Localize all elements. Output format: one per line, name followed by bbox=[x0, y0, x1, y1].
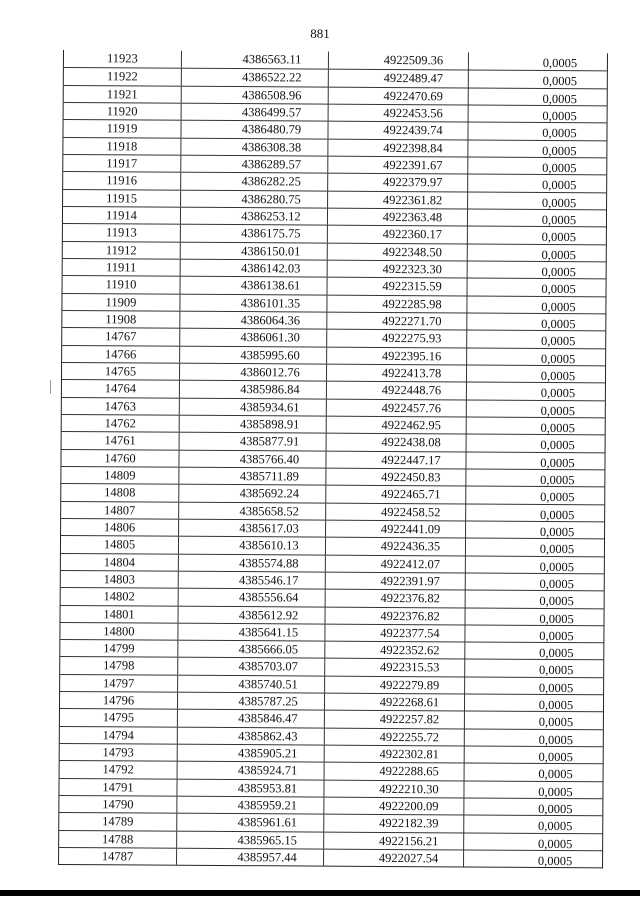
table-row bbox=[63, 154, 606, 175]
table-row bbox=[62, 397, 605, 418]
point-number-cell: 11921 bbox=[64, 86, 182, 103]
y-coordinate-cell: 4922450.83 bbox=[326, 468, 466, 485]
point-number-cell: 14804 bbox=[61, 554, 179, 571]
table-row bbox=[60, 743, 603, 764]
value-cell: 0,0005 bbox=[541, 195, 577, 210]
table-row bbox=[63, 223, 606, 244]
table-row bbox=[61, 501, 604, 522]
point-number-cell: 14799 bbox=[60, 640, 178, 657]
x-coordinate-cell: 4385703.07 bbox=[178, 658, 325, 675]
x-coordinate-cell: 4385959.21 bbox=[177, 797, 324, 814]
value-cell: 0,0005 bbox=[538, 663, 574, 678]
y-coordinate-cell: 4922315.59 bbox=[328, 278, 468, 295]
y-coordinate-cell: 4922462.95 bbox=[327, 417, 467, 434]
point-number-cell: 11912 bbox=[63, 242, 181, 259]
point-number-cell: 11910 bbox=[63, 276, 181, 293]
x-coordinate-cell: 4385924.71 bbox=[178, 762, 325, 779]
y-coordinate-cell: 4922391.67 bbox=[328, 157, 468, 174]
x-coordinate-cell: 4385877.91 bbox=[180, 433, 327, 450]
value-cell: 0,0005 bbox=[542, 126, 577, 140]
y-coordinate-cell: 4922412.07 bbox=[326, 555, 466, 572]
table-row bbox=[60, 674, 603, 695]
y-coordinate-cell: 4922465.71 bbox=[326, 486, 466, 503]
value-cell: 0,0005 bbox=[540, 490, 575, 504]
x-coordinate-cell: 4386282.25 bbox=[181, 173, 328, 190]
value-cell: 0,0005 bbox=[538, 802, 573, 816]
point-number-cell: 14792 bbox=[60, 761, 178, 778]
value-cell: 0,0005 bbox=[539, 507, 575, 522]
y-coordinate-cell: 4922302.81 bbox=[325, 746, 465, 763]
table-row bbox=[63, 241, 606, 262]
value-cell: 0,0005 bbox=[539, 559, 575, 574]
coordinates-table bbox=[58, 50, 608, 869]
table-row bbox=[63, 206, 606, 227]
value-cell: 0,0005 bbox=[539, 611, 574, 626]
y-coordinate-cell: 4922453.56 bbox=[329, 105, 469, 122]
value-cell: 0,0005 bbox=[538, 732, 574, 747]
table-row bbox=[62, 293, 605, 314]
table-row bbox=[61, 587, 604, 608]
y-coordinate-cell: 4922377.54 bbox=[325, 624, 465, 641]
point-number-cell: 11911 bbox=[63, 259, 181, 276]
table-row bbox=[64, 50, 607, 71]
y-coordinate-cell: 4922448.76 bbox=[327, 382, 467, 399]
x-coordinate-cell: 4385574.88 bbox=[179, 554, 326, 571]
y-coordinate-cell: 4922156.21 bbox=[324, 832, 464, 849]
x-coordinate-cell: 4385846.47 bbox=[178, 710, 325, 727]
value-cell: 0,0005 bbox=[538, 784, 573, 799]
point-number-cell: 11914 bbox=[63, 207, 181, 224]
table-row bbox=[61, 483, 604, 504]
x-coordinate-cell: 4385546.17 bbox=[179, 572, 326, 589]
table-row bbox=[61, 570, 604, 591]
x-coordinate-cell: 4386499.57 bbox=[182, 104, 329, 121]
point-number-cell: 11915 bbox=[63, 190, 181, 207]
x-coordinate-cell: 4386142.03 bbox=[181, 260, 328, 277]
y-coordinate-cell: 4922509.36 bbox=[329, 52, 469, 70]
point-number-cell: 14793 bbox=[60, 744, 178, 761]
point-number-cell: 14766 bbox=[62, 346, 180, 363]
point-number-cell: 14808 bbox=[61, 484, 179, 501]
point-number-cell: 14794 bbox=[60, 727, 178, 744]
y-coordinate-cell: 4922275.93 bbox=[327, 330, 467, 347]
x-coordinate-cell: 4385711.89 bbox=[179, 468, 326, 485]
point-number-cell: 14790 bbox=[59, 796, 177, 813]
x-coordinate-cell: 4385862.43 bbox=[178, 728, 325, 745]
value-cell: 0,0005 bbox=[541, 334, 576, 348]
value-cell: 0,0005 bbox=[542, 91, 577, 106]
point-number-cell: 14788 bbox=[59, 831, 177, 848]
value-cell: 0,0005 bbox=[541, 299, 576, 314]
y-coordinate-cell: 4922470.69 bbox=[329, 87, 469, 104]
y-coordinate-cell: 4922391.97 bbox=[326, 572, 466, 589]
y-coordinate-cell: 4922279.89 bbox=[325, 676, 465, 693]
y-coordinate-cell: 4922413.78 bbox=[327, 365, 467, 382]
table-row bbox=[62, 362, 605, 383]
value-cell: 0,0005 bbox=[540, 472, 575, 487]
y-coordinate-cell: 4922285.98 bbox=[327, 295, 467, 312]
y-coordinate-cell: 4922255.72 bbox=[325, 728, 465, 745]
value-cell: 0,0005 bbox=[540, 351, 576, 366]
point-number-cell: 14797 bbox=[60, 675, 178, 692]
x-coordinate-cell: 4385965.15 bbox=[177, 831, 324, 848]
x-coordinate-cell: 4385957.44 bbox=[177, 849, 324, 866]
value-cell: 0,0005 bbox=[539, 646, 574, 660]
value-cell: 0,0005 bbox=[541, 264, 576, 279]
x-coordinate-cell: 4385995.60 bbox=[180, 346, 327, 363]
value-cell: 0,0005 bbox=[539, 576, 574, 591]
y-coordinate-cell: 4922447.17 bbox=[326, 451, 466, 468]
point-number-cell: 11909 bbox=[62, 294, 180, 311]
point-number-cell: 14803 bbox=[61, 571, 179, 588]
point-number-cell: 14800 bbox=[60, 623, 178, 640]
value-cell: 0,0005 bbox=[540, 386, 576, 400]
x-coordinate-cell: 4385556.64 bbox=[179, 589, 326, 606]
table-row bbox=[63, 119, 606, 140]
point-number-cell: 14798 bbox=[60, 657, 178, 674]
point-number-cell: 11919 bbox=[63, 120, 181, 137]
table-row bbox=[63, 137, 606, 158]
x-coordinate-cell: 4385986.84 bbox=[180, 381, 327, 398]
table-row bbox=[64, 85, 607, 106]
point-number-cell: 11908 bbox=[62, 311, 180, 328]
x-coordinate-cell: 4386253.12 bbox=[181, 208, 328, 225]
x-coordinate-cell: 4386480.79 bbox=[181, 121, 328, 138]
table-row bbox=[59, 795, 602, 816]
point-number-cell: 14805 bbox=[61, 536, 179, 553]
x-coordinate-cell: 4386064.36 bbox=[180, 312, 327, 329]
value-cell: 0,0005 bbox=[542, 108, 577, 123]
point-number-cell: 14787 bbox=[59, 848, 177, 865]
value-cell: 0,0005 bbox=[537, 854, 573, 868]
value-cell: 0,0005 bbox=[539, 594, 574, 608]
x-coordinate-cell: 4385740.51 bbox=[178, 676, 325, 693]
table-row bbox=[61, 466, 604, 487]
y-coordinate-cell: 4922315.53 bbox=[325, 659, 465, 676]
y-coordinate-cell: 4922376.82 bbox=[326, 590, 466, 607]
point-number-cell: 11913 bbox=[63, 224, 181, 241]
x-coordinate-cell: 4386563.11 bbox=[182, 51, 329, 69]
y-coordinate-cell: 4922376.82 bbox=[326, 607, 466, 624]
point-number-cell: 14760 bbox=[61, 450, 179, 467]
x-coordinate-cell: 4385898.91 bbox=[180, 416, 327, 433]
value-cell: 0,0005 bbox=[538, 767, 573, 782]
table-row bbox=[59, 812, 602, 833]
value-cell: 0,0005 bbox=[537, 836, 573, 851]
table-row bbox=[60, 622, 603, 643]
table-row bbox=[62, 379, 605, 400]
table-row bbox=[62, 310, 605, 331]
table-row bbox=[60, 639, 603, 660]
table-row bbox=[60, 760, 603, 781]
y-coordinate-cell: 4922182.39 bbox=[324, 815, 464, 832]
x-coordinate-cell: 4386150.01 bbox=[181, 242, 328, 259]
point-number-cell: 14795 bbox=[60, 709, 178, 726]
table-row bbox=[60, 656, 603, 677]
y-coordinate-cell: 4922395.16 bbox=[327, 347, 467, 364]
table-row bbox=[61, 553, 604, 574]
y-coordinate-cell: 4922210.30 bbox=[324, 780, 464, 797]
value-cell: 0,0005 bbox=[538, 819, 573, 834]
value-cell: 0,0005 bbox=[539, 542, 575, 556]
table-row bbox=[59, 778, 602, 799]
x-coordinate-cell: 4386175.75 bbox=[181, 225, 328, 242]
value-cell: 0,0005 bbox=[541, 247, 576, 262]
point-number-cell: 14791 bbox=[59, 779, 177, 796]
y-coordinate-cell: 4922268.61 bbox=[325, 694, 465, 711]
y-coordinate-cell: 4922489.47 bbox=[329, 70, 469, 87]
value-cell: 0,0005 bbox=[541, 178, 577, 192]
value-cell: 0,0005 bbox=[542, 143, 577, 158]
x-coordinate-cell: 4386522.22 bbox=[182, 69, 329, 86]
x-coordinate-cell: 4385905.21 bbox=[178, 745, 325, 762]
point-number-cell: 11916 bbox=[63, 172, 181, 189]
x-coordinate-cell: 4385934.61 bbox=[180, 398, 327, 415]
y-coordinate-cell: 4922457.76 bbox=[327, 399, 467, 416]
point-number-cell: 14801 bbox=[61, 605, 179, 622]
value-cell: 0,0005 bbox=[538, 750, 573, 764]
table-row bbox=[61, 604, 604, 625]
x-coordinate-cell: 4385953.81 bbox=[177, 779, 324, 796]
y-coordinate-cell: 4922323.30 bbox=[328, 261, 468, 278]
point-number-cell: 14764 bbox=[62, 380, 180, 397]
value-cell: 0,0005 bbox=[540, 420, 575, 435]
point-number-cell: 14802 bbox=[61, 588, 179, 605]
point-number-cell: 14763 bbox=[62, 398, 180, 415]
table-row bbox=[59, 847, 602, 868]
table-row bbox=[64, 102, 607, 123]
x-coordinate-cell: 4386280.75 bbox=[181, 190, 328, 207]
point-number-cell: 14761 bbox=[62, 432, 180, 449]
table-row bbox=[60, 708, 603, 729]
y-coordinate-cell: 4922288.65 bbox=[325, 763, 465, 780]
y-coordinate-cell: 4922361.82 bbox=[328, 191, 468, 208]
value-cell: 0,0005 bbox=[540, 368, 576, 383]
table-row bbox=[62, 345, 605, 366]
x-coordinate-cell: 4385766.40 bbox=[179, 450, 326, 467]
x-coordinate-cell: 4385787.25 bbox=[178, 693, 325, 710]
y-coordinate-cell: 4922439.74 bbox=[328, 122, 468, 139]
x-coordinate-cell: 4385641.15 bbox=[178, 624, 325, 641]
value-cell: 0,0005 bbox=[539, 628, 574, 643]
point-number-cell: 14767 bbox=[62, 328, 180, 345]
table-row bbox=[63, 258, 606, 279]
x-coordinate-cell: 4386101.35 bbox=[180, 294, 327, 311]
point-number-cell: 14806 bbox=[61, 519, 179, 536]
x-coordinate-cell: 4385692.24 bbox=[179, 485, 326, 502]
value-cell: 0,0005 bbox=[542, 74, 578, 88]
y-coordinate-cell: 4922027.54 bbox=[324, 850, 464, 867]
table-row bbox=[63, 171, 606, 192]
x-coordinate-cell: 4386012.76 bbox=[180, 364, 327, 381]
point-number-cell: 11920 bbox=[64, 103, 182, 120]
value-cell: 0,0005 bbox=[542, 55, 578, 71]
x-coordinate-cell: 4386061.30 bbox=[180, 329, 327, 346]
point-number-cell: 14809 bbox=[61, 467, 179, 484]
table-row bbox=[63, 275, 606, 296]
value-cell: 0,0005 bbox=[538, 698, 574, 712]
table-row bbox=[64, 67, 607, 88]
point-number-cell: 14765 bbox=[62, 363, 180, 380]
x-coordinate-cell: 4386508.96 bbox=[182, 86, 329, 103]
x-coordinate-cell: 4386138.61 bbox=[181, 277, 328, 294]
value-cell: 0,0005 bbox=[542, 160, 577, 175]
value-cell: 0,0005 bbox=[541, 230, 577, 244]
scan-edge-bar bbox=[0, 890, 640, 896]
table-row bbox=[60, 691, 603, 712]
point-number-cell: 11918 bbox=[63, 138, 181, 155]
y-coordinate-cell: 4922363.48 bbox=[328, 209, 468, 226]
x-coordinate-cell: 4385612.92 bbox=[179, 606, 326, 623]
value-cell: 0,0005 bbox=[540, 438, 575, 452]
value-cell: 0,0005 bbox=[540, 403, 576, 418]
table-row bbox=[61, 449, 604, 470]
point-number-cell: 14807 bbox=[61, 502, 179, 519]
x-coordinate-cell: 4386308.38 bbox=[181, 138, 328, 155]
y-coordinate-cell: 4922257.82 bbox=[325, 711, 465, 728]
page-number: 881 bbox=[310, 26, 330, 41]
point-number-cell: 14762 bbox=[62, 415, 180, 432]
y-coordinate-cell: 4922360.17 bbox=[328, 226, 468, 243]
x-coordinate-cell: 4386289.57 bbox=[181, 156, 328, 173]
point-number-cell: 11917 bbox=[63, 155, 181, 172]
point-number-cell: 11922 bbox=[64, 68, 182, 85]
value-cell: 0,0005 bbox=[541, 282, 576, 296]
y-coordinate-cell: 4922398.84 bbox=[328, 139, 468, 156]
y-coordinate-cell: 4922436.35 bbox=[326, 538, 466, 555]
table-row bbox=[60, 726, 603, 747]
scan-artifact bbox=[50, 380, 51, 394]
y-coordinate-cell: 4922438.08 bbox=[327, 434, 467, 451]
y-coordinate-cell: 4922271.70 bbox=[327, 313, 467, 330]
x-coordinate-cell: 4385617.03 bbox=[179, 520, 326, 537]
table-row bbox=[62, 431, 605, 452]
value-cell: 0,0005 bbox=[539, 524, 575, 539]
value-cell: 0,0005 bbox=[541, 212, 577, 227]
y-coordinate-cell: 4922379.97 bbox=[328, 174, 468, 191]
table-row bbox=[61, 535, 604, 556]
table-row bbox=[62, 414, 605, 435]
value-cell: 0,0005 bbox=[538, 680, 574, 695]
x-coordinate-cell: 4385658.52 bbox=[179, 502, 326, 519]
value-cell: 0,0005 bbox=[540, 455, 575, 470]
y-coordinate-cell: 4922348.50 bbox=[328, 243, 468, 260]
value-cell: 0,0005 bbox=[538, 715, 574, 730]
y-coordinate-cell: 4922458.52 bbox=[326, 503, 466, 520]
x-coordinate-cell: 4385961.61 bbox=[177, 814, 324, 831]
y-coordinate-cell: 4922441.09 bbox=[326, 520, 466, 537]
point-number-cell: 11923 bbox=[64, 50, 182, 68]
table-row bbox=[62, 327, 605, 348]
x-coordinate-cell: 4385666.05 bbox=[178, 641, 325, 658]
table-row bbox=[61, 518, 604, 539]
point-number-cell: 14789 bbox=[59, 813, 177, 830]
x-coordinate-cell: 4385610.13 bbox=[179, 537, 326, 554]
table-row bbox=[59, 830, 602, 851]
table-row bbox=[63, 189, 606, 210]
y-coordinate-cell: 4922200.09 bbox=[324, 798, 464, 815]
y-coordinate-cell: 4922352.62 bbox=[325, 642, 465, 659]
point-number-cell: 14796 bbox=[60, 692, 178, 709]
value-cell: 0,0005 bbox=[541, 316, 576, 331]
